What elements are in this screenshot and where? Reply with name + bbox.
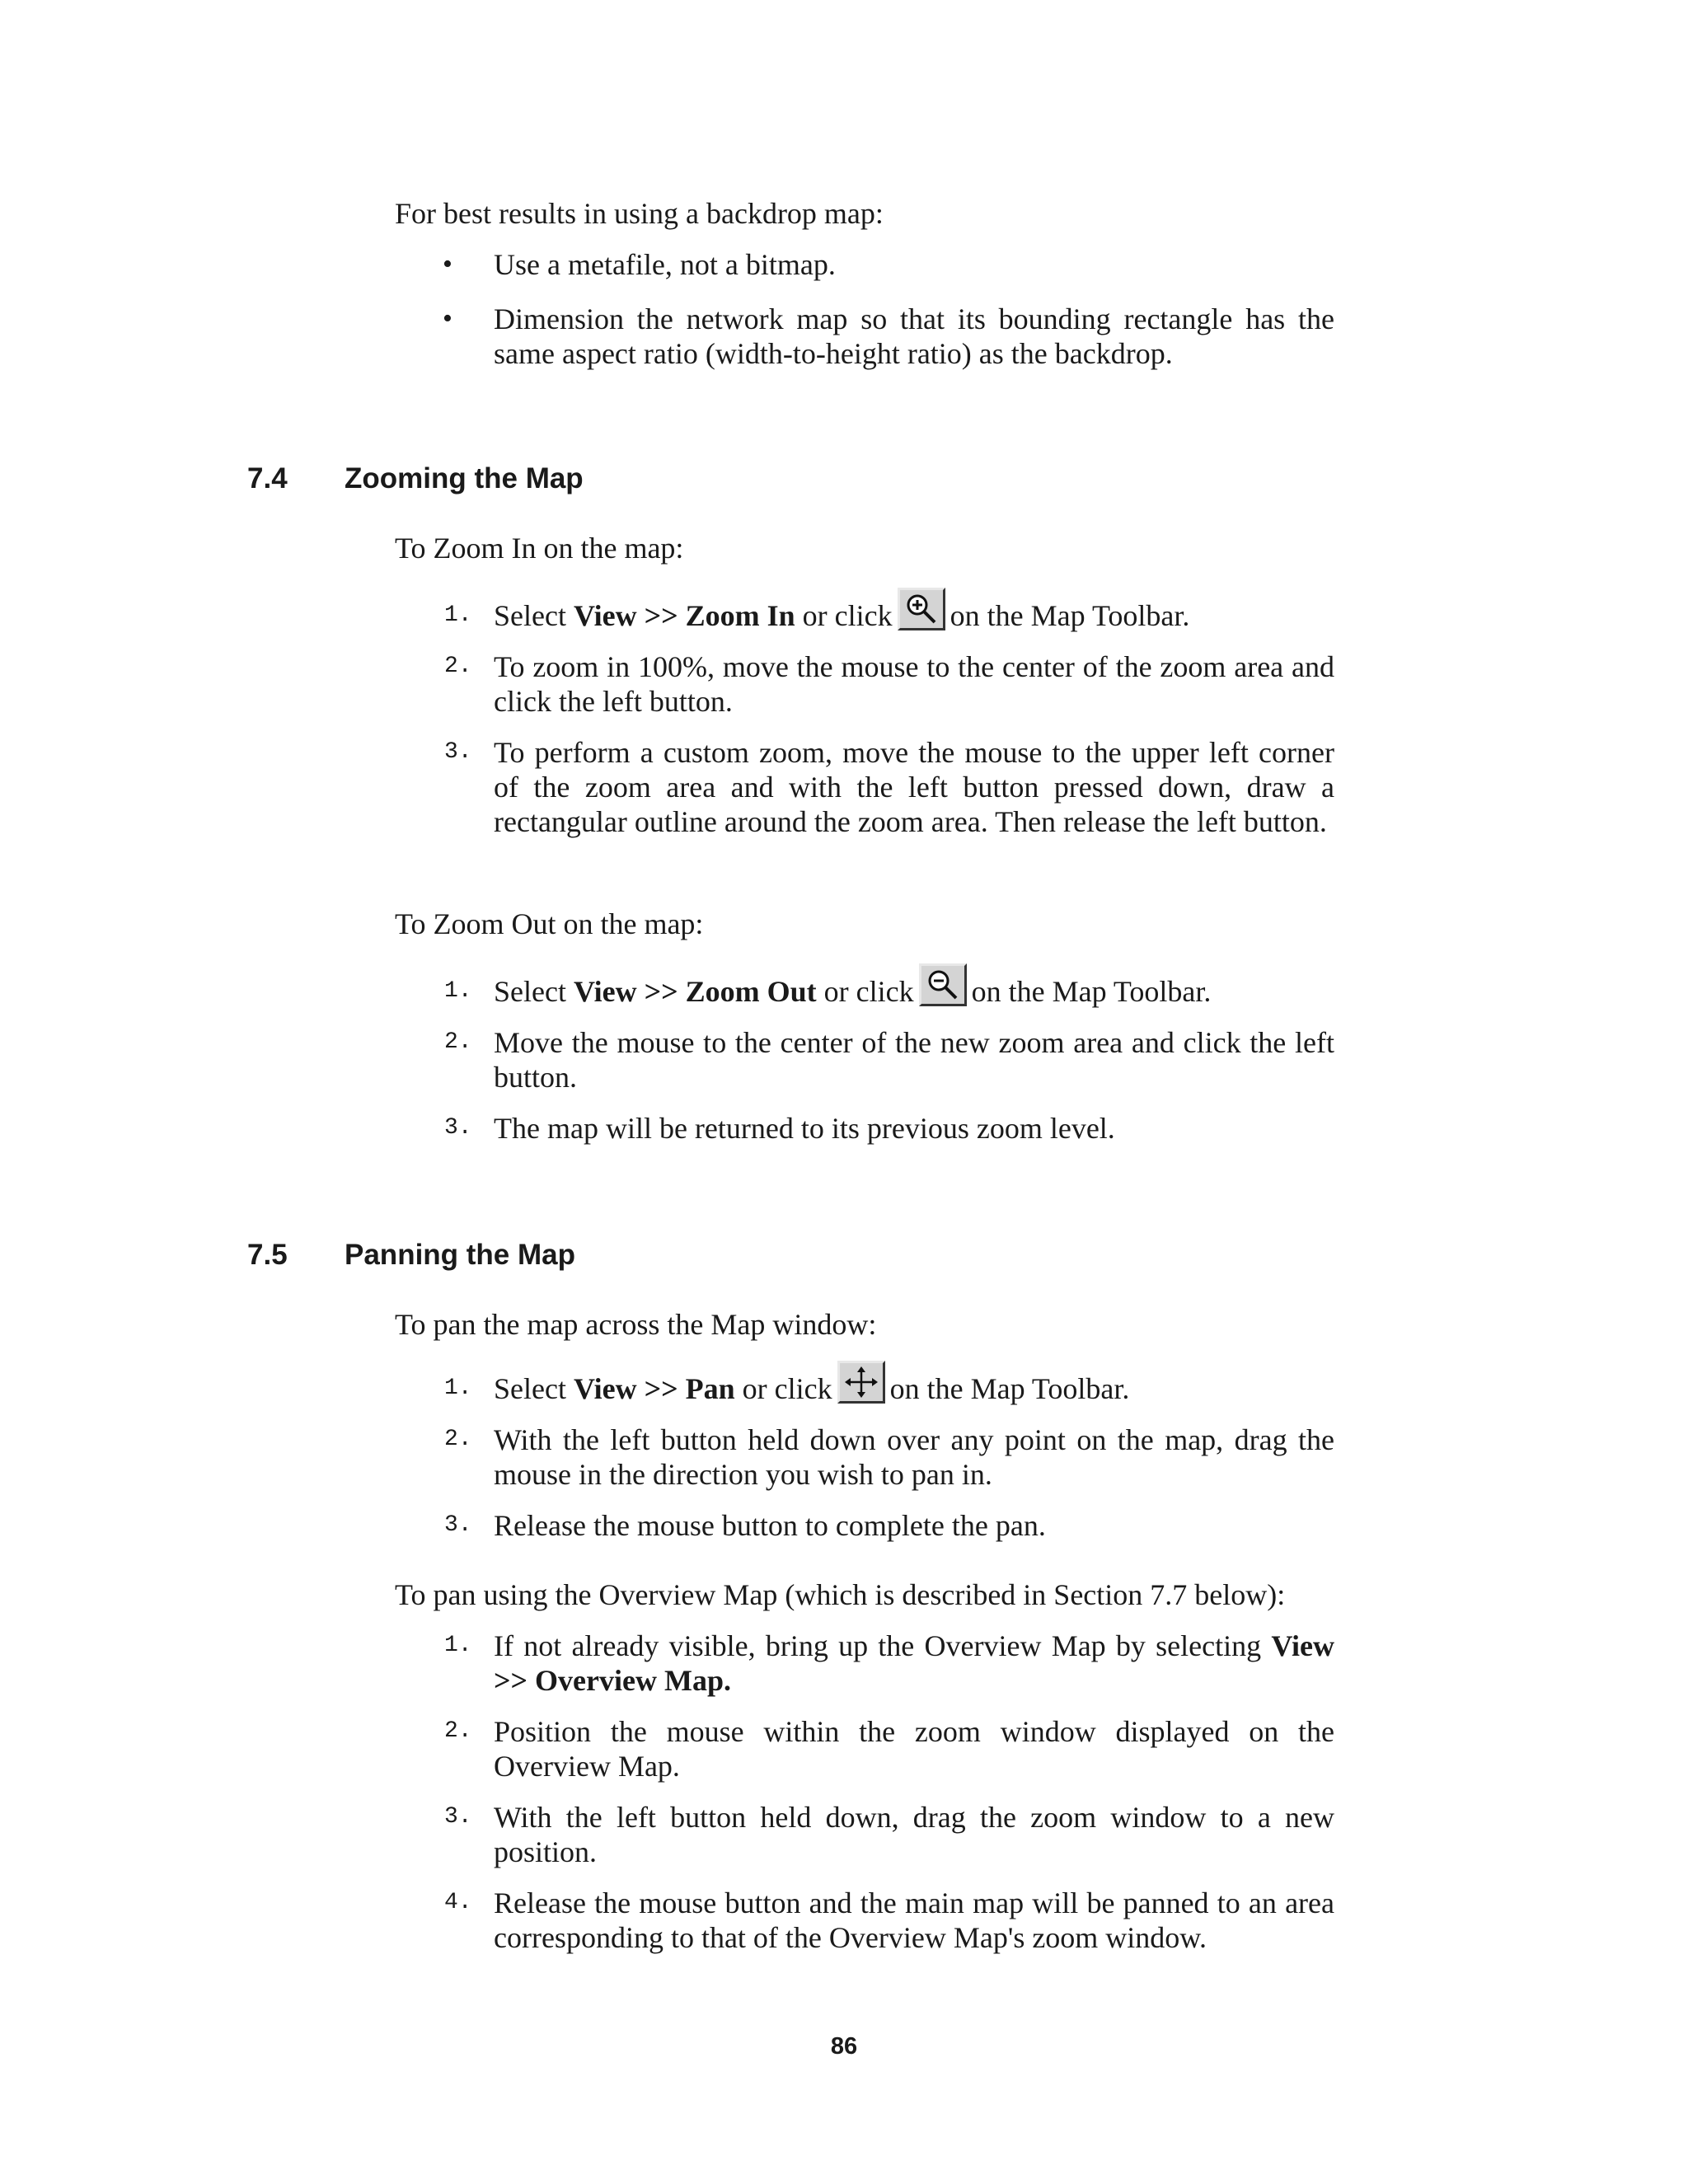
list-item [395,1886,1334,1955]
step-number: 2. [444,1718,472,1744]
step-text: Position the mouse within the zoom window displayed on the Overview Map. [494,1715,1334,1783]
list-item [395,649,1334,719]
step-number: 4. [444,1890,472,1915]
list-item [395,1714,1334,1783]
section-number: 7.5 [247,1239,288,1271]
zoom-out-icon [919,963,967,1006]
step-text: To perform a custom zoom, move the mouse to the upper left corner of the zoom area and with the left button pressed down, draw a rectangular outline around the zoom area. Then release the left button. [494,736,1334,838]
bullet-icon: • [443,303,452,334]
step-text: To zoom in 100%, move the mouse to the center of the zoom area and click the left button. [494,650,1334,718]
step-text: Select [494,975,574,1008]
overview-intro: To pan using the Overview Map (which is described in Section 7.7 below): [395,1578,1286,1611]
step-text: or click [816,975,914,1008]
step-text: With the left button held down, drag the zoom window to a new position. [494,1801,1334,1868]
step-number: 1. [444,978,472,1004]
step-text: Move the mouse to the center of the new zoom area and click the left button. [494,1026,1334,1094]
section-number: 7.4 [247,462,288,494]
list-item [395,1111,1334,1146]
menu-path: View >> Zoom In [573,599,795,632]
step-text: Select [494,599,574,632]
list-item-text: Dimension the network map so that its bounding rectangle has the same aspect ratio (width-to-height ratio) as the backdrop. [494,302,1334,370]
zoom-in-intro: To Zoom In on the map: [395,532,684,565]
step-number: 2. [444,654,472,679]
list-item [395,1508,1334,1543]
list-item [395,1371,1334,1406]
step-text: on the Map Toolbar. [889,1372,1130,1405]
zoom-out-intro: To Zoom Out on the map: [395,907,704,940]
list-item [395,1025,1334,1094]
pan-icon [837,1361,885,1404]
step-number: 1. [444,1633,472,1658]
step-text: Release the mouse button and the main map will be panned to an area corresponding to that of the Overview Map's zoom window. [494,1886,1334,1954]
bullet-icon: • [443,249,452,279]
list-item [395,735,1334,839]
step-text: on the Map Toolbar. [971,975,1212,1008]
menu-path: View >> Overview Map. [494,1629,1334,1697]
step-text: or click [734,1372,832,1405]
step-text: With the left button held down over any point on the map, drag the mouse in the direction you wish to pan in. [494,1423,1334,1491]
step-number: 3. [444,1115,472,1141]
step-number: 1. [444,602,472,628]
step-number: 1. [444,1376,472,1401]
step-number: 3. [444,1804,472,1830]
step-text: The map will be returned to its previous zoom level. [494,1112,1115,1145]
zoom-in-icon [898,588,945,630]
step-number: 3. [444,739,472,765]
intro-paragraph: For best results in using a backdrop map: [395,197,884,230]
section-title: Zooming the Map [345,462,584,494]
step-text: on the Map Toolbar. [950,599,1190,632]
list-item [395,1629,1334,1698]
step-text: or click [795,599,893,632]
list-item [395,598,1334,633]
step-number: 2. [444,1427,472,1452]
list-item [395,1422,1334,1492]
step-text: Release the mouse button to complete the pan. [494,1509,1046,1542]
menu-path: View >> Pan [573,1372,735,1405]
menu-path: View >> Zoom Out [573,975,817,1008]
step-text: If not already visible, bring up the Overview Map by selecting [494,1629,1272,1662]
list-item [395,1800,1334,1869]
step-number: 2. [444,1029,472,1055]
list-item [395,302,1334,371]
step-text: Select [494,1372,574,1405]
step-number: 3. [444,1512,472,1538]
pan-intro: To pan the map across the Map window: [395,1308,877,1341]
page-number: 86 [830,2033,858,2060]
list-item [395,974,1334,1009]
list-item-text: Use a metafile, not a bitmap. [494,248,836,281]
section-title: Panning the Map [345,1239,575,1271]
list-item [395,247,1334,282]
